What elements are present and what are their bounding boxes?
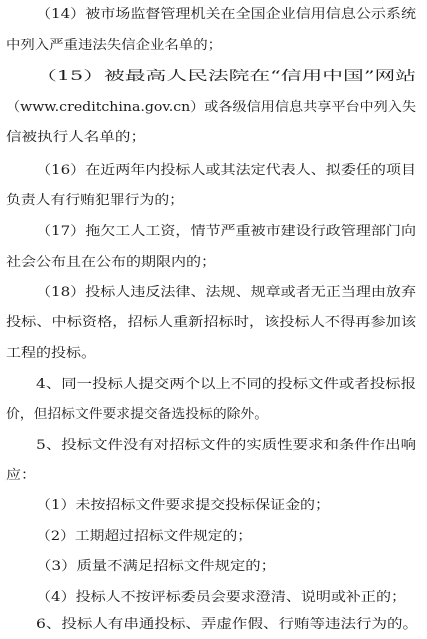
line-text: 社会公布且在公布的期限内的；	[6, 255, 216, 270]
text-line-7	[0, 191, 427, 211]
line-text: 6、投标人有串通投标、弄虚作假、行贿等违法行为的。	[36, 617, 419, 632]
line-text: （15）被最高人民法院在“信用中国”网站	[36, 69, 416, 84]
text-line-9	[0, 253, 427, 273]
line-text: 价，但招标文件要求提交备选投标的除外。	[6, 407, 268, 422]
text-line-17	[0, 496, 427, 516]
line-text: 中列入严重违法失信企业名单的；	[6, 38, 222, 53]
line-text: （3）质量不满足招标文件规定的；	[36, 559, 276, 574]
text-line-4	[0, 98, 427, 118]
text-line-13	[0, 375, 427, 395]
line-text: 信被执行人名单的；	[6, 130, 147, 145]
line-text: （1）未按招标文件要求提交投标保证金的；	[36, 498, 330, 513]
text-line-1	[0, 5, 427, 25]
text-line-20	[0, 588, 427, 608]
line-text: （www.creditchina.gov.cn）或各级信用信息共享平台中列入失	[6, 100, 417, 115]
text-line-18	[0, 527, 427, 547]
line-text: （16）在近两年内投标人或其法定代表人、拟委任的项目	[36, 163, 417, 178]
line-text: 4、同一投标人提交两个以上不同的投标文件或者投标报	[36, 377, 416, 392]
line-text: （17）拖欠工人工资，情节严重被市建设行政管理部门向	[36, 224, 417, 239]
line-text: 工程的投标。	[6, 346, 96, 361]
text-line-21	[0, 615, 427, 635]
text-line-12	[0, 344, 427, 364]
text-line-19	[0, 557, 427, 577]
text-line-11	[0, 313, 427, 333]
text-line-16	[0, 466, 427, 486]
line-text: （2）工期超过招标文件规定的；	[36, 529, 253, 544]
text-line-14	[0, 405, 427, 425]
text-line-2	[0, 36, 427, 56]
text-line-8	[0, 222, 427, 242]
text-line-5	[0, 128, 427, 148]
line-text: 5、投标文件没有对招标文件的实质性要求和条件作出响	[36, 438, 416, 453]
line-text: 应：	[6, 468, 36, 483]
text-line-6	[0, 161, 427, 181]
line-text: 投标、中标资格，招标人重新招标时，该投标人不得再参加该	[6, 315, 417, 330]
text-line-3	[0, 67, 427, 87]
line-text: （4）投标人不按评标委员会要求澄清、说明或补正的；	[36, 590, 406, 605]
text-line-10	[0, 283, 427, 303]
line-text: （18）投标人违反法律、法规、规章或者无正当理由放弃	[36, 285, 417, 300]
text-line-15	[0, 436, 427, 456]
line-text: （14）被市场监督管理机关在全国企业信用信息公示系统	[36, 7, 417, 22]
line-text: 负责人有行贿犯罪行为的；	[6, 193, 184, 208]
